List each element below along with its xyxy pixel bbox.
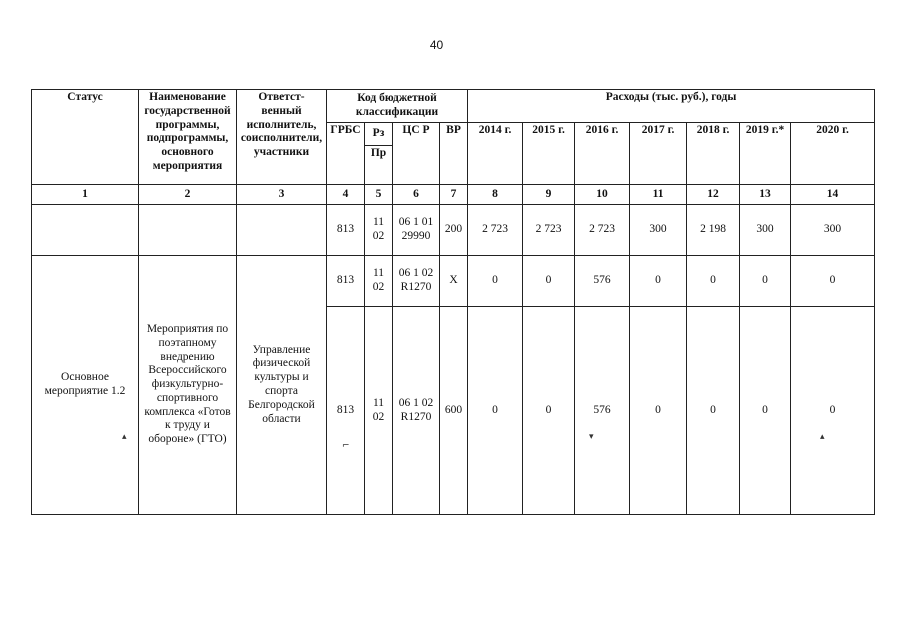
table-row	[32, 256, 875, 307]
scan-speck: ▴	[820, 432, 825, 442]
value-cell: 300	[630, 205, 687, 256]
value-cell: 2 723	[523, 205, 575, 256]
column-number: 5	[365, 185, 393, 205]
value-cell: 0	[687, 256, 740, 307]
header-expenses: Расходы (тыс. руб.), годы	[468, 90, 875, 123]
value-cell: 0	[740, 256, 791, 307]
value-cell: 576	[575, 307, 630, 515]
rzpr-cell: 11 02	[365, 307, 393, 515]
column-number: 6	[393, 185, 440, 205]
header-year-2020: 2020 г.	[791, 123, 875, 185]
header-year-2019: 2019 г.*	[740, 123, 791, 185]
column-number: 4	[327, 185, 365, 205]
value-cell: 0	[523, 307, 575, 515]
value-cell: 300	[791, 205, 875, 256]
empty-cell	[139, 205, 237, 256]
vr-cell: 600	[440, 307, 468, 515]
header-status: Статус	[32, 90, 139, 185]
value-cell: 2 723	[575, 205, 630, 256]
column-number: 14	[791, 185, 875, 205]
column-number: 13	[740, 185, 791, 205]
responsible-cell: Управление физической культуры и спорта Белгородской области	[237, 256, 327, 515]
grbs-cell: 813	[327, 307, 365, 515]
header-year-2017: 2017 г.	[630, 123, 687, 185]
rzpr-cell: 11 02	[365, 256, 393, 307]
header-grbs: ГРБС	[327, 123, 365, 185]
vr-cell: Х	[440, 256, 468, 307]
page-number: 40	[429, 38, 444, 52]
header-pr: Пр	[365, 146, 393, 185]
csr-cell: 06 1 01 29990	[393, 205, 440, 256]
csr-cell: 06 1 02 R1270	[393, 307, 440, 515]
value-cell: 0	[740, 307, 791, 515]
value-cell: 2 198	[687, 205, 740, 256]
budget-table	[31, 89, 875, 515]
header-year-2018: 2018 г.	[687, 123, 740, 185]
column-number: 2	[139, 185, 237, 205]
header-vr: ВР	[440, 123, 468, 185]
header-responsible: Ответст-венный исполнитель, соисполнители, участники	[237, 90, 327, 185]
header-budget-code: Код бюджетной классификации	[327, 90, 468, 123]
header-row-1	[32, 90, 875, 123]
column-number: 1	[32, 185, 139, 205]
header-year-2014: 2014 г.	[468, 123, 523, 185]
value-cell: 2 723	[468, 205, 523, 256]
value-cell: 0	[791, 307, 875, 515]
value-cell: 0	[468, 307, 523, 515]
grbs-cell: 813	[327, 205, 365, 256]
value-cell: 0	[630, 256, 687, 307]
name-cell: Мероприятия по поэтапному внедрению Всероссийского физкультурно-спортивного комплекса «Готов к труду и обороне» (ГТО)	[139, 256, 237, 515]
column-number-row	[32, 185, 875, 205]
value-cell: 576	[575, 256, 630, 307]
header-year-2016: 2016 г.	[575, 123, 630, 185]
column-number: 8	[468, 185, 523, 205]
column-number: 10	[575, 185, 630, 205]
value-cell: 0	[791, 256, 875, 307]
csr-cell: 06 1 02 R1270	[393, 256, 440, 307]
header-csr: ЦС Р	[393, 123, 440, 185]
column-number: 7	[440, 185, 468, 205]
empty-cell	[237, 205, 327, 256]
scan-speck: ⌐	[342, 441, 350, 451]
value-cell: 300	[740, 205, 791, 256]
scan-speck: ▾	[589, 432, 594, 442]
column-number: 11	[630, 185, 687, 205]
value-cell: 0	[630, 307, 687, 515]
value-cell: 0	[468, 256, 523, 307]
header-rz: Рз	[365, 123, 393, 146]
vr-cell: 200	[440, 205, 468, 256]
grbs-cell: 813	[327, 256, 365, 307]
table-row	[32, 205, 875, 256]
column-number: 3	[237, 185, 327, 205]
scan-speck: ▴	[122, 432, 127, 442]
column-number: 9	[523, 185, 575, 205]
status-cell: Основное мероприятие 1.2	[32, 256, 139, 515]
empty-cell	[32, 205, 139, 256]
header-year-2015: 2015 г.	[523, 123, 575, 185]
value-cell: 0	[523, 256, 575, 307]
header-name: Наименование государственной программы, подпрограммы, основного мероприятия	[139, 90, 237, 185]
value-cell: 0	[687, 307, 740, 515]
column-number: 12	[687, 185, 740, 205]
rzpr-cell: 11 02	[365, 205, 393, 256]
